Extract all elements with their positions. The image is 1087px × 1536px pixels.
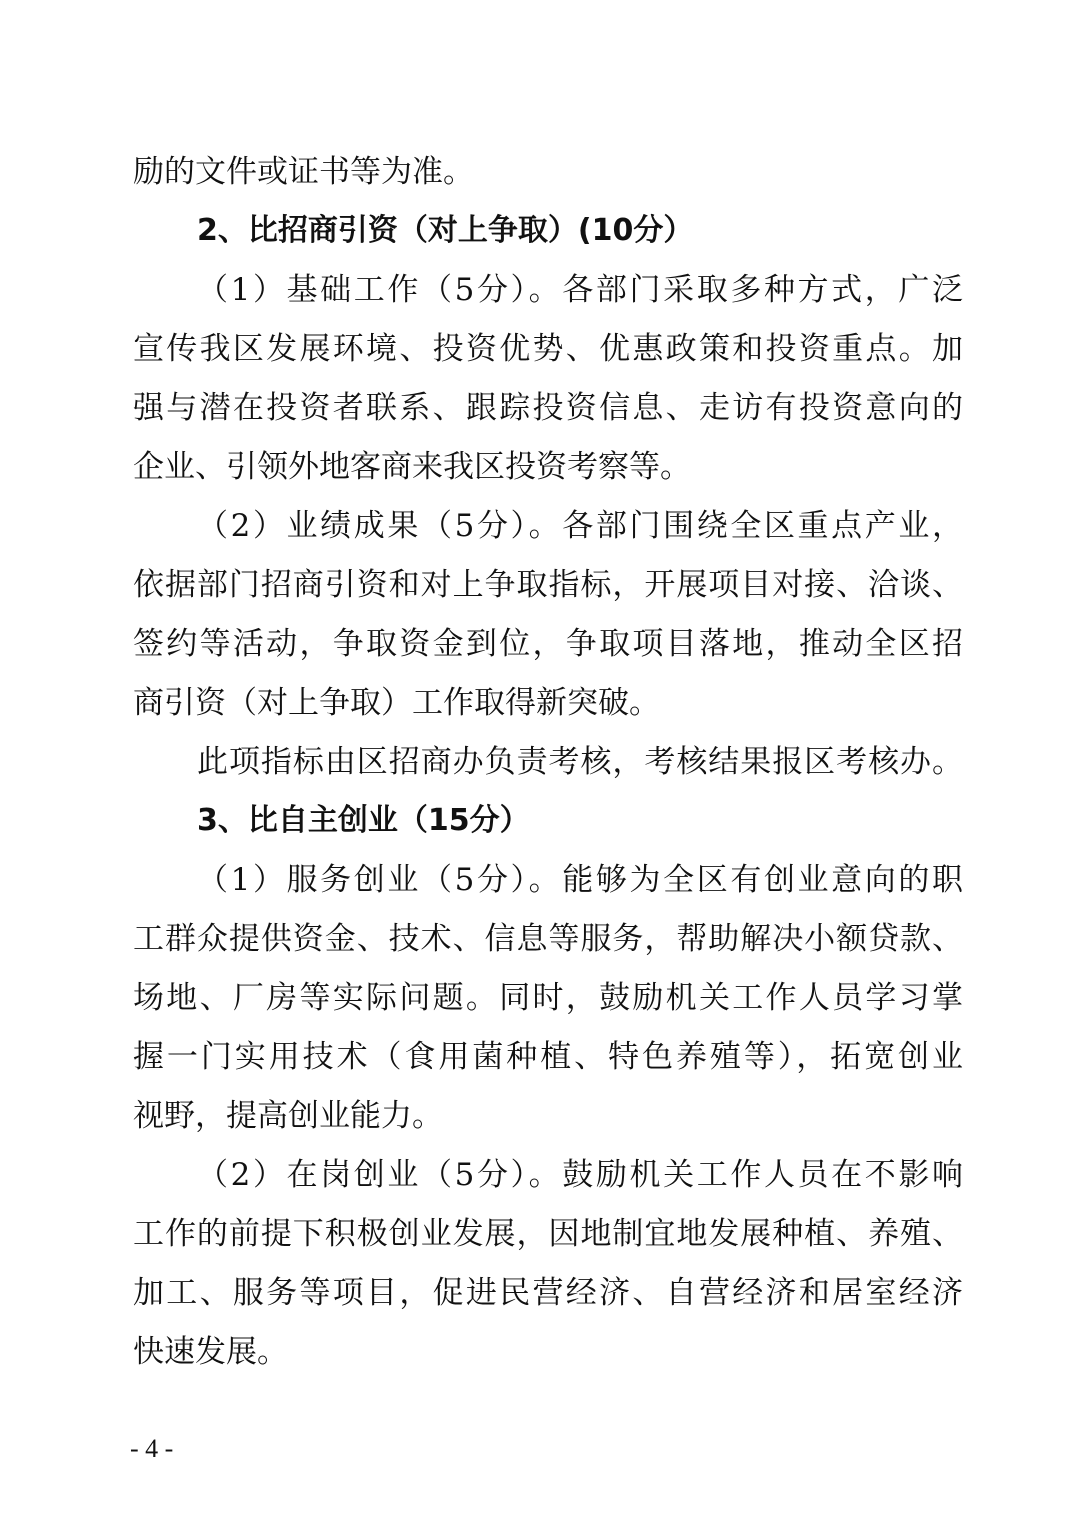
paragraph-line: 励的文件或证书等为准。 bbox=[133, 154, 474, 190]
paragraph-line: 工群众提供资金、技术、信息等服务，帮助解决小额贷款、 bbox=[133, 921, 963, 957]
paragraph-line: 加工、服务等项目，促进民营经济、自营经济和居室经济 bbox=[133, 1275, 963, 1311]
paragraph-line: 快速发展。 bbox=[133, 1334, 288, 1370]
paragraph-line: 此项指标由区招商办负责考核，考核结果报区考核办。 bbox=[197, 744, 963, 780]
section-heading: 2、比招商引资（对上争取）(10分） bbox=[197, 213, 694, 248]
paragraph-line: 场地、厂房等实际问题。同时，鼓励机关工作人员学习掌 bbox=[133, 980, 963, 1016]
paragraph-line: （1）服务创业（5分）。能够为全区有创业意向的职 bbox=[197, 862, 963, 898]
paragraph-line: 强与潜在投资者联系、跟踪投资信息、走访有投资意向的 bbox=[133, 390, 963, 426]
paragraph-line: 依据部门招商引资和对上争取指标，开展项目对接、洽谈、 bbox=[133, 567, 963, 603]
paragraph-line: 宣传我区发展环境、投资优势、优惠政策和投资重点。加 bbox=[133, 331, 963, 367]
paragraph-line: 签约等活动，争取资金到位，争取项目落地，推动全区招 bbox=[133, 626, 963, 662]
paragraph-line: （2）业绩成果（5分）。各部门围绕全区重点产业， bbox=[197, 508, 963, 544]
paragraph-line: 握一门实用技术（食用菌种植、特色养殖等），拓宽创业 bbox=[133, 1039, 963, 1075]
page-number: - 4 - bbox=[130, 1434, 174, 1463]
paragraph-line: （1）基础工作（5分）。各部门采取多种方式，广泛 bbox=[197, 272, 963, 308]
paragraph-line: （2）在岗创业（5分）。鼓励机关工作人员在不影响 bbox=[197, 1157, 963, 1193]
paragraph-line: 视野，提高创业能力。 bbox=[133, 1098, 443, 1134]
paragraph-line: 企业、引领外地客商来我区投资考察等。 bbox=[133, 449, 691, 485]
paragraph-line: 商引资（对上争取）工作取得新突破。 bbox=[133, 685, 660, 721]
section-heading: 3、比自主创业（15分） bbox=[197, 803, 530, 838]
paragraph-line: 工作的前提下积极创业发展，因地制宜地发展种植、养殖、 bbox=[133, 1216, 963, 1252]
